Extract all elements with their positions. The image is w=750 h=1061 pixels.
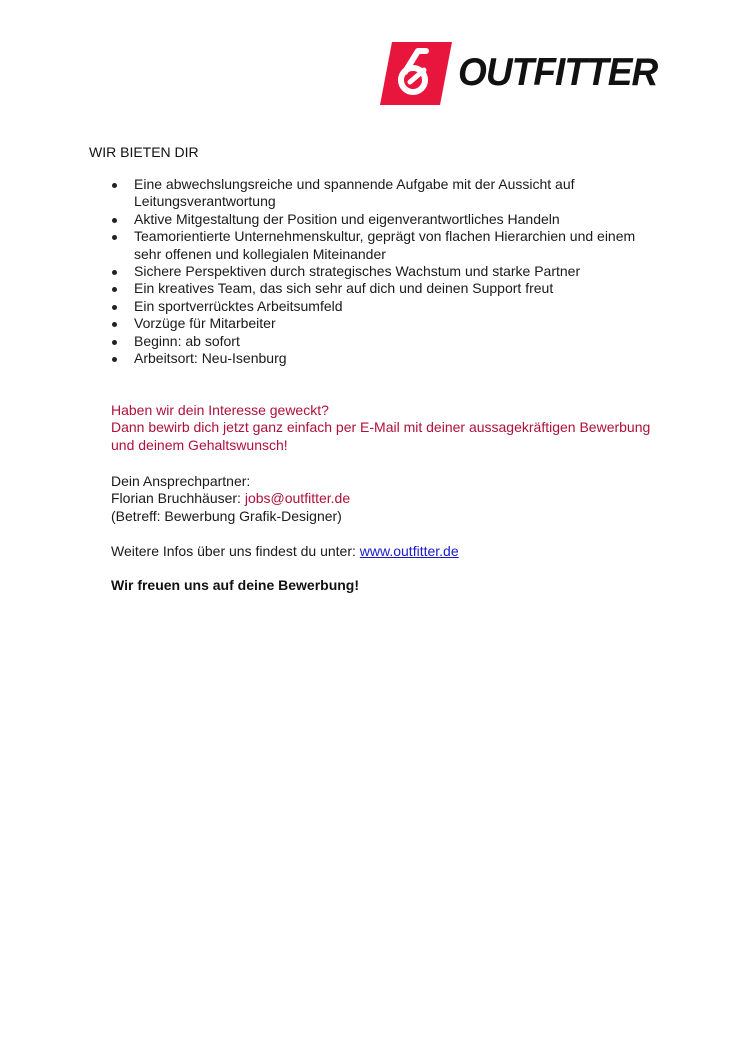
list-item: Teamorientierte Unternehmenskultur, geprägt von flachen Hierarchien und einem sehr offenen und kollegialen Miteinander — [110, 228, 650, 263]
outfitter-logo-icon — [380, 42, 452, 105]
website-link[interactable]: www.outfitter.de — [359, 543, 459, 559]
section-heading: WIR BIETEN DIR — [89, 144, 199, 160]
more-info — [111, 543, 459, 560]
contact-subject: (Betreff: Bewerbung Grafik-Designer) — [111, 507, 342, 524]
list-item: Beginn: ab sofort — [110, 333, 650, 350]
list-item: Arbeitsort: Neu-Isenburg — [110, 350, 650, 367]
list-item: Aktive Mitgestaltung der Position und eigenverantwortliches Handeln — [110, 211, 650, 228]
cta-instruction: Dann bewirb dich jetzt ganz einfach per E-Mail mit deiner aussagekräftigen Bewerbung und deinem Gehaltswunsch! — [111, 419, 651, 453]
contact-email-link[interactable]: jobs@outfitter.de — [244, 490, 351, 507]
contact-name: Florian Bruchhäuser: — [111, 490, 241, 507]
contact-label: Dein Ansprechpartner: — [111, 473, 251, 489]
brand-name: OUTFITTER — [458, 51, 658, 94]
contact-line — [111, 490, 350, 507]
list-item: Ein sportverrücktes Arbeitsumfeld — [110, 298, 650, 315]
list-item: Ein kreatives Team, das sich sehr auf dich und deinen Support freut — [110, 280, 650, 297]
outfitter-logo — [380, 42, 670, 106]
list-item: Eine abwechslungsreiche und spannende Aufgabe mit der Aussicht auf Leitungsverantwortung — [110, 176, 650, 211]
more-info-text: Weitere Infos über uns findest du unter: — [111, 543, 356, 559]
contact-block — [111, 473, 350, 525]
list-item: Sichere Perspektiven durch strategisches Wachstum und starke Partner — [110, 263, 650, 280]
offer-list — [110, 176, 650, 367]
cta-question: Haben wir dein Interesse geweckt? — [111, 402, 329, 418]
closing-line: Wir freuen uns auf deine Bewerbung! — [111, 577, 360, 593]
call-to-action — [111, 402, 651, 454]
list-item: Vorzüge für Mitarbeiter — [110, 315, 650, 332]
